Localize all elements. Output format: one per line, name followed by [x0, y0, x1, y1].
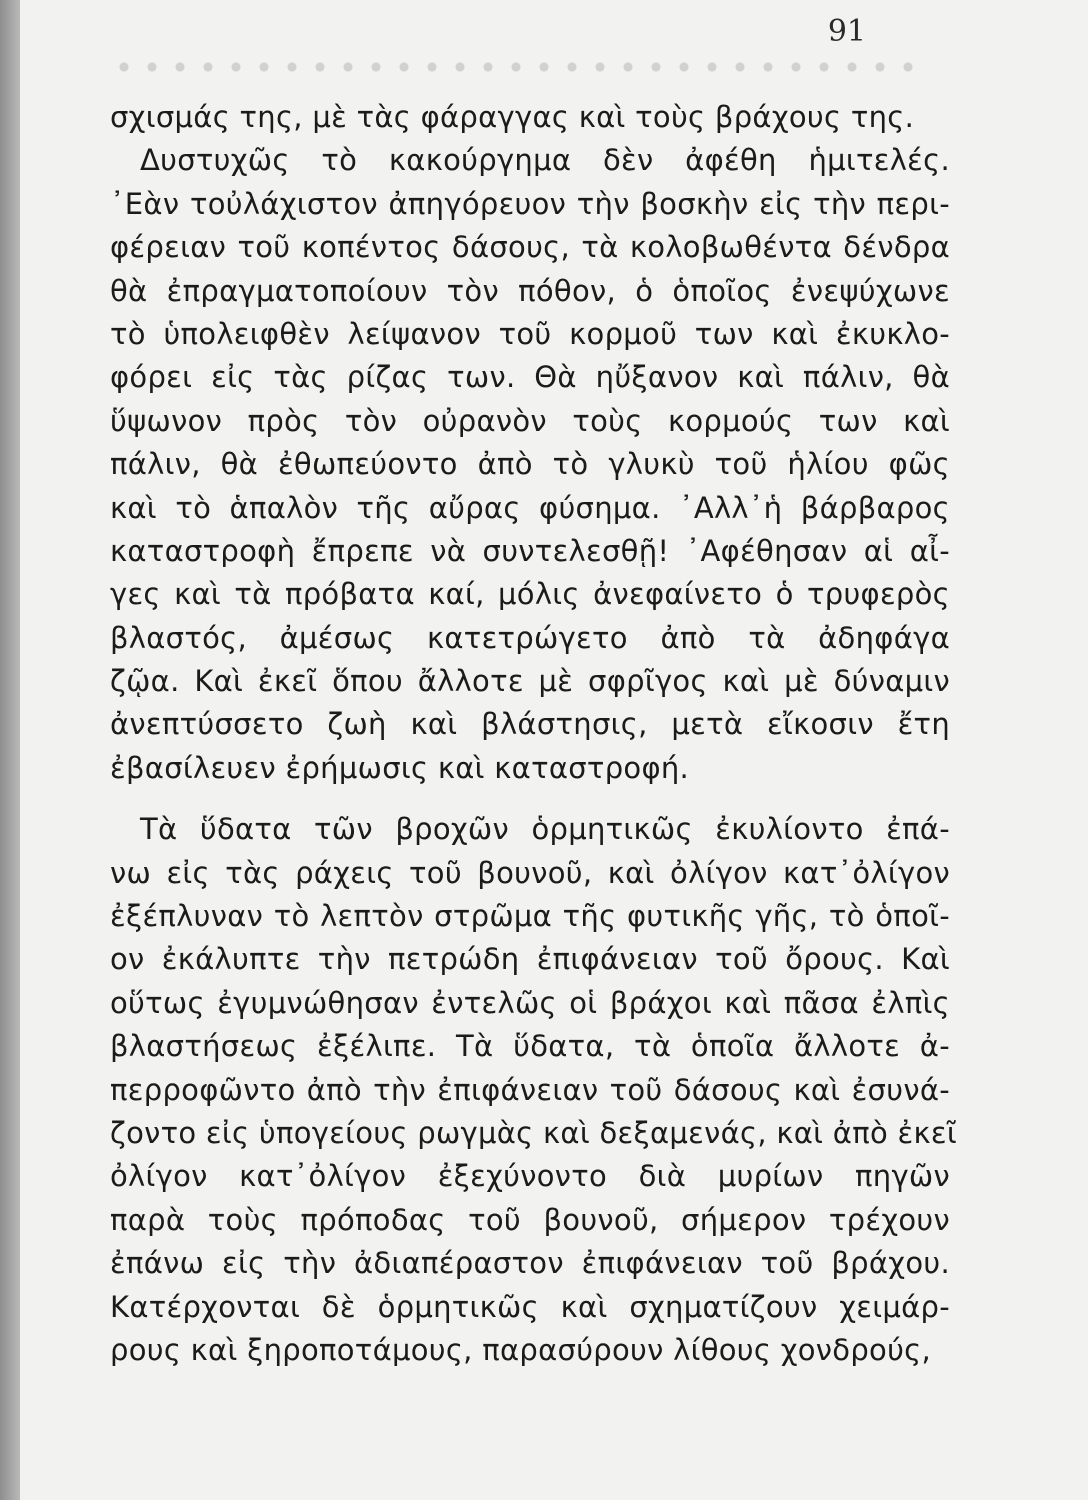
page-number: 91 — [827, 14, 866, 49]
text-line: ὕψωνον πρὸς τὸν οὐρανὸν τοὺς κορμούς των καὶ — [110, 403, 950, 438]
body-text — [110, 96, 957, 1372]
text-line: ἐπάνω εἰς τὴν ἀδιαπέραστον ἐπιφάνειαν τοῦ βράχου. — [110, 1246, 950, 1281]
text-line: Τὰ ὕδατα τῶν βροχῶν ὁρμητικῶς ἐκυλίοντο ἐπά- — [140, 812, 950, 847]
text-line: φόρει εἰς τὰς ρίζας των. Θὰ ηὔξανον καὶ πάλιν, θὰ — [110, 360, 950, 395]
text-line: πάλιν, θὰ ἐθωπεύοντο ἀπὸ τὸ γλυκὺ τοῦ ἡλίου φῶς — [110, 447, 950, 482]
text-line: ἀνεπτύσσετο ζωὴ καὶ βλάστησις, μετὰ εἴκοσιν ἔτη — [110, 707, 950, 742]
text-line: ζοντο εἰς ὑπογείους ρωγμὰς καὶ δεξαμενάς, καὶ ἀπὸ ἐκεῖ — [110, 1115, 957, 1150]
bleed-through-ornament — [110, 60, 930, 74]
text-line: καταστροφὴ ἔπρεπε νὰ συντελεσθῇ! ᾿Αφέθησαν αἱ αἶ- — [110, 533, 950, 568]
text-line: σχισμάς της, μὲ τὰς φάραγγας καὶ τοὺς βράχους της. — [110, 100, 915, 134]
paragraph — [110, 96, 950, 139]
text-line: βλαστός, ἀμέσως κατετρώγετο ἀπὸ τὰ ἀδηφάγα — [110, 620, 950, 655]
text-line: οὕτως ἐγυμνώθησαν ἐντελῶς οἱ βράχοι καὶ πᾶσα ἐλπὶς — [110, 985, 950, 1020]
paragraph-gap — [110, 790, 950, 808]
text-line: ζῷα. Καὶ ἐκεῖ ὅπου ἄλλοτε μὲ σφρῖγος καὶ μὲ δύναμιν — [110, 664, 950, 699]
text-line: γες καὶ τὰ πρόβατα καί, μόλις ἀνεφαίνετο ὁ τρυφερὸς — [110, 577, 950, 612]
text-line: θὰ ἐπραγματοποίουν τὸν πόθον, ὁ ὁποῖος ἐνεψύχωνε — [110, 273, 950, 308]
paragraph — [110, 808, 957, 1372]
text-line: φέρειαν τοῦ κοπέντος δάσους, τὰ κολοβωθέντα δένδρα — [110, 230, 950, 265]
text-line: ἐξέπλυναν τὸ λεπτὸν στρῶμα τῆς φυτικῆς γῆς, τὸ ὁποῖ- — [110, 899, 950, 934]
page-gutter-shadow — [0, 0, 20, 1500]
text-line: ον ἐκάλυπτε τὴν πετρώδη ἐπιφάνειαν τοῦ ὄρους. Καὶ — [110, 942, 950, 977]
text-line: ᾿Εὰν τοὐλάχιστον ἀπηγόρευον τὴν βοσκὴν εἰς τὴν περι- — [110, 186, 950, 221]
text-line: ρους καὶ ξηροποτάμους, παρασύρουν λίθους χονδρούς, — [110, 1332, 932, 1367]
text-line: τὸ ὑπολειφθὲν λείψανον τοῦ κορμοῦ των καὶ ἐκυκλο- — [110, 316, 950, 351]
paragraph — [110, 139, 950, 790]
text-line: ὀλίγον κατ᾿ὀλίγον ἐξεχύνοντο διὰ μυρίων πηγῶν — [110, 1159, 950, 1194]
text-line: παρὰ τοὺς πρόποδας τοῦ βουνοῦ, σήμερον τρέχουν — [110, 1202, 950, 1237]
text-line: Κατέρχονται δὲ ὁρμητικῶς καὶ σχηματίζουν χειμάρ- — [110, 1289, 950, 1324]
text-line: περροφῶντο ἀπὸ τὴν ἐπιφάνειαν τοῦ δάσους καὶ ἐσυνά- — [110, 1072, 950, 1107]
text-line: ἐβασίλευεν ἐρήμωσις καὶ καταστροφή. — [110, 750, 690, 785]
text-line: νω εἰς τὰς ράχεις τοῦ βουνοῦ, καὶ ὀλίγον κατ᾿ὀλίγον — [110, 855, 950, 890]
text-line: βλαστήσεως ἐξέλιπε. Τὰ ὕδατα, τὰ ὁποῖα ἄλλοτε ἀ- — [110, 1029, 950, 1064]
text-line: καὶ τὸ ἁπαλὸν τῆς αὔρας φύσημα. ᾿Αλλ᾿ἡ βάρβαρος — [110, 490, 950, 525]
text-line: Δυστυχῶς τὸ κακούργημα δὲν ἀφέθη ἡμιτελές. — [140, 143, 950, 178]
book-page — [20, 0, 1088, 1500]
